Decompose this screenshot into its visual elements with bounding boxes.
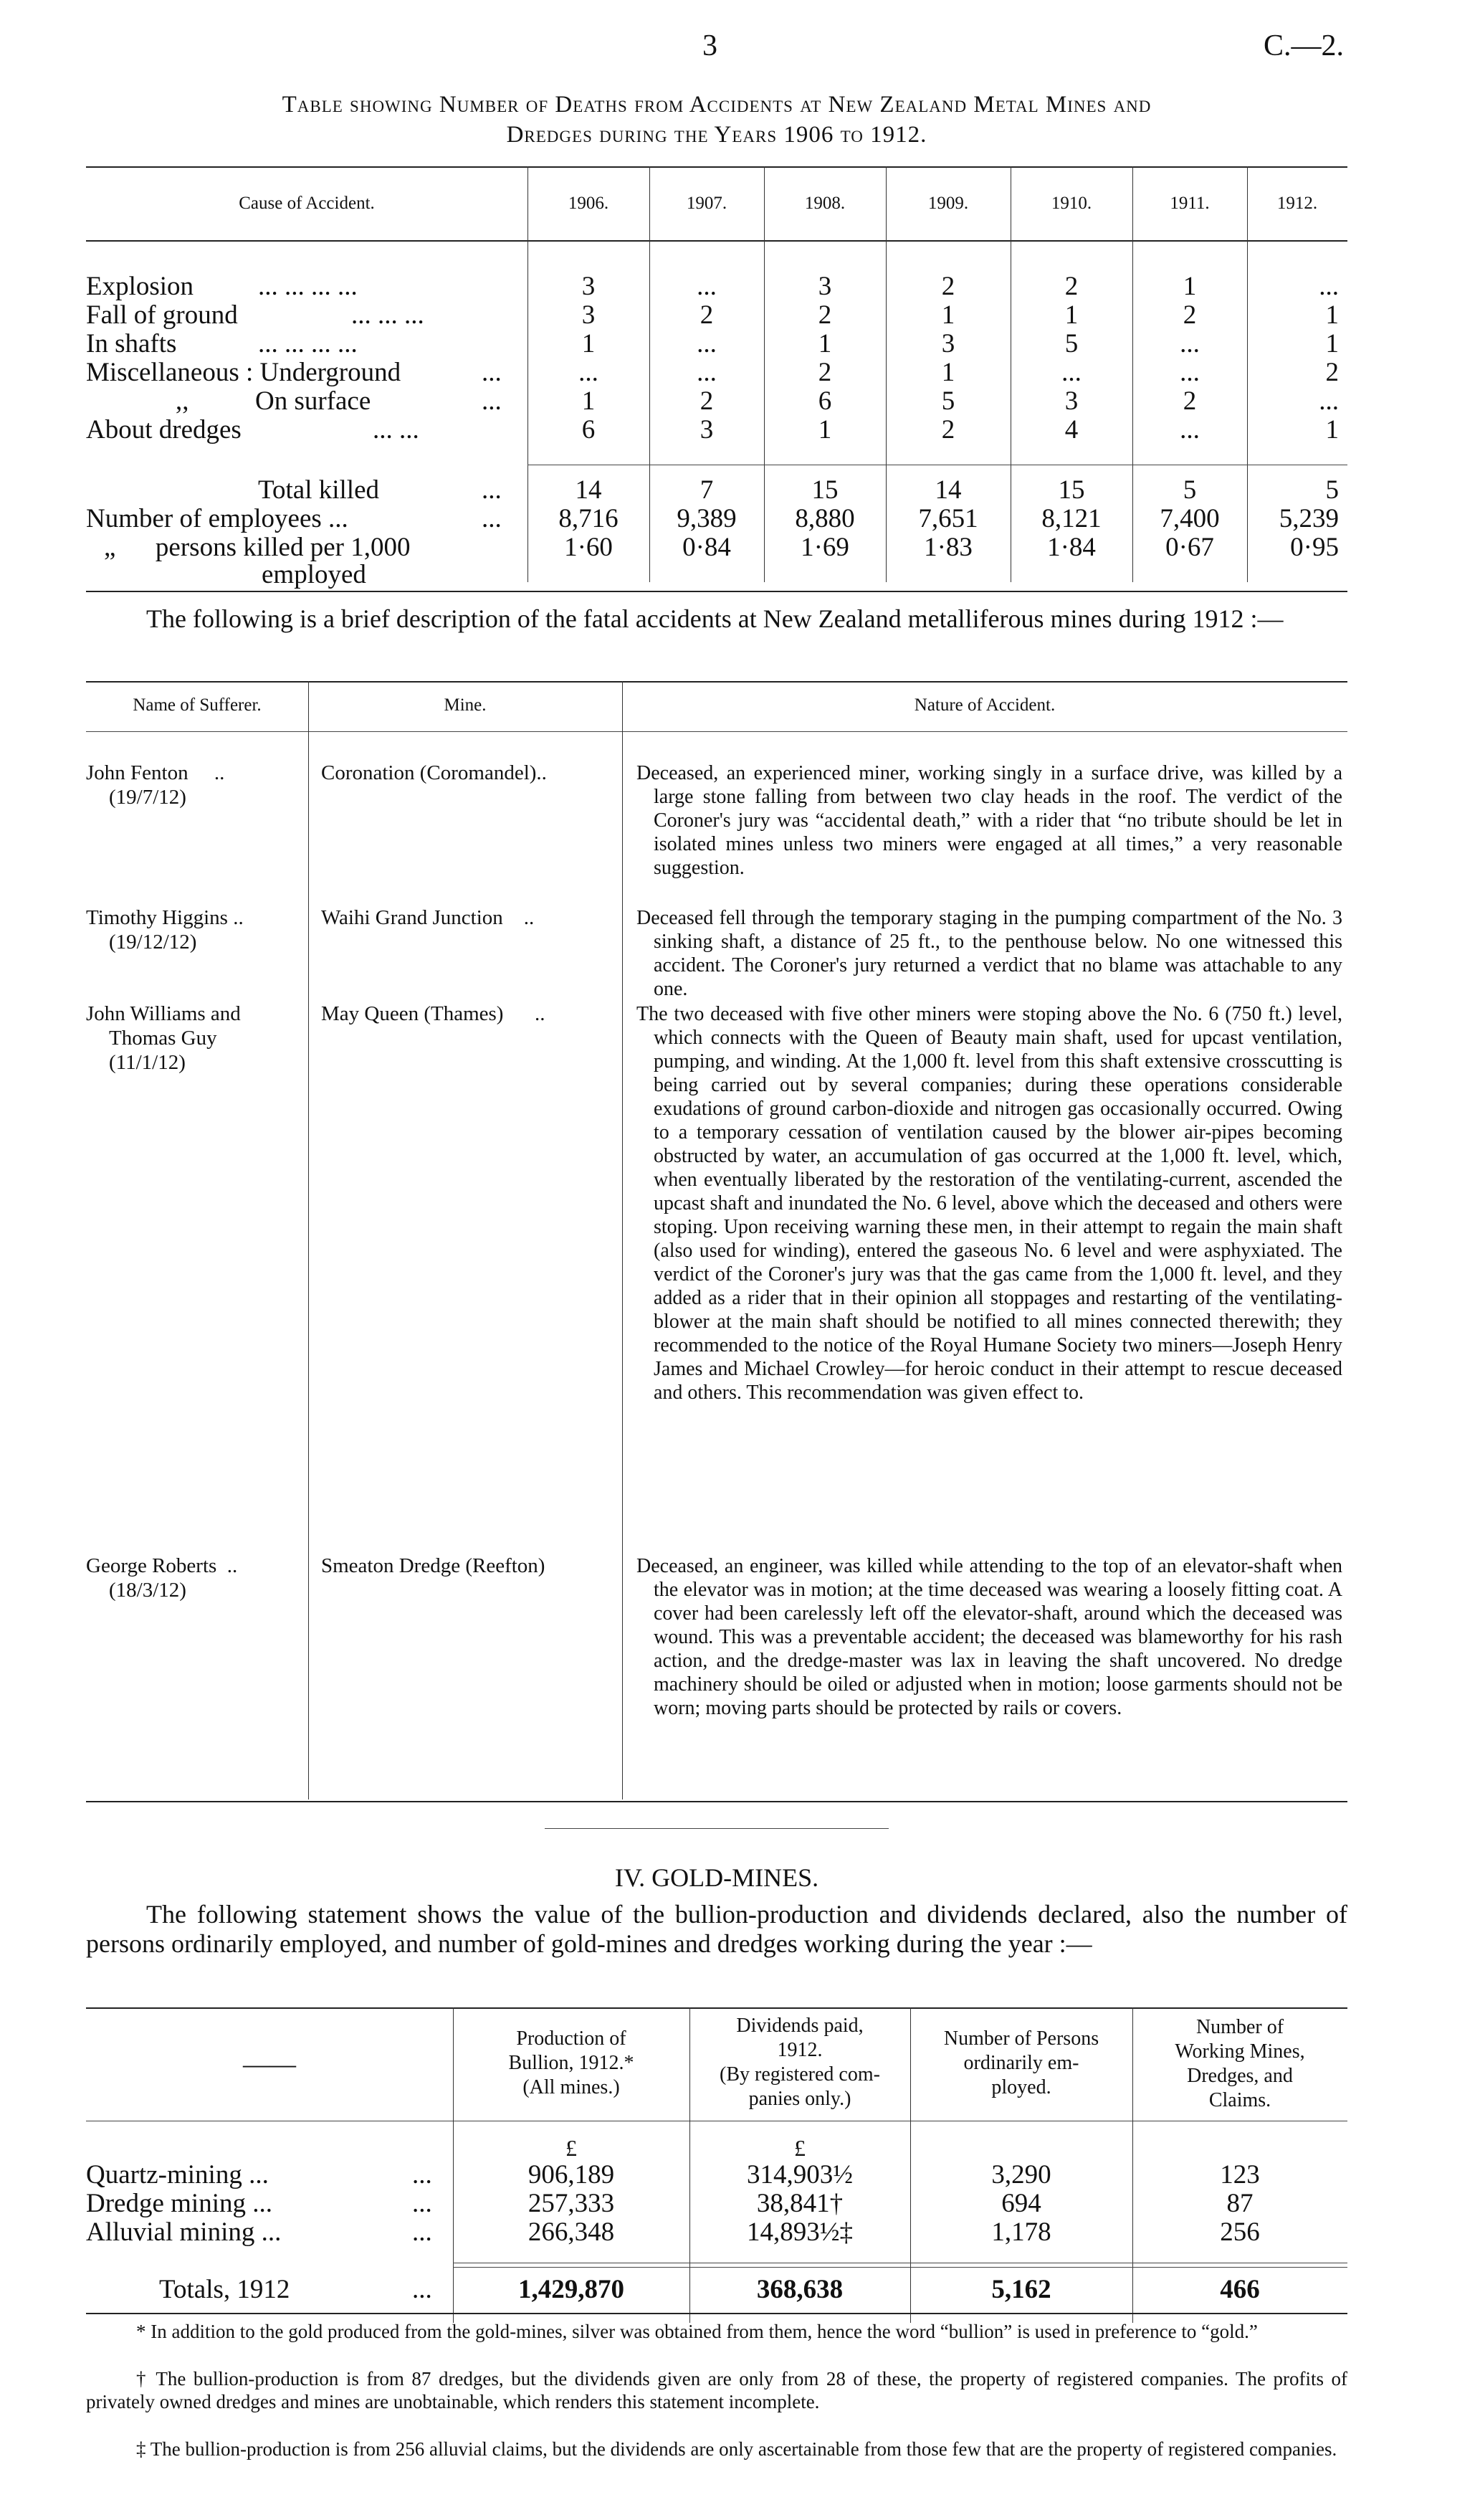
total-label: Total killed [258,475,380,505]
cell: 1 [818,329,832,358]
cell: 4 [1064,415,1079,444]
dividends-header: 1912. [777,2039,823,2061]
row-dots: ... [412,2189,432,2218]
cell: ... [697,329,717,358]
cell: ... [1180,415,1200,444]
cell: 3 [700,415,714,444]
currency-symbol: £ [794,2135,806,2161]
cell: 0·95 [1290,533,1339,562]
section-divider [545,1828,889,1829]
cell: 1 [581,329,596,358]
year-header: 1908. [804,194,846,213]
cell: 1 [1183,272,1197,301]
table-bottom-rule [86,1801,1347,1802]
cell: 3,290 [991,2160,1051,2189]
section-heading: IV. GOLD-MINES. [614,1863,819,1892]
accident-description: The two deceased with five other miners were stoping above the No. 6 (750 ft.) level, which connects with the Queen of Beauty main shaft, used for upcast ventilation, pumping, and winding. At the 1,000 ft. level from this shaft extensive crosscutting is being carried out by several companies; during these operations considerable exudations of ground carbon-dioxide and nitrogen gas occasionally occurred. Owing to a temporary cessation of ventilation caused by the blower air-pipes becoming obstructed by water, an accumulation of gas occurred at the 1,000 ft. level, which, when eventually liberated by the restoration of the ventilating-current, ascended the upcast shaft and inundated the No. 6 level, above which the deceased and others were stoping. Upon receiving warning these men, in their attempt to regain the main shaft (also used for winding), entered the gaseous No. 6 level and were asphyxiated. The verdict of the Coroner's jury was that the gas came from the 1,000 ft. level, and they added as a rider that in their opinion all stoppages and restarting of the ventilating-blower at the main shaft should be notified to all mines connected therewith; they recommended to the notice of the Royal Humane Society two miners—Joseph Henry James and Michael Crowley—for heroic conduct in their attempt to rescue deceased and others. This recommendation was given effect to. [636,1003,1342,1404]
employees-label: Number of employees ... [86,504,348,533]
cell: 3 [581,272,596,301]
cell: 1 [941,300,955,330]
currency-symbol: £ [565,2135,577,2161]
deaths-table-title-line1: Table showing Number of Deaths from Accidents at New Zealand Metal Mines and [282,92,1152,118]
cell: 2 [941,415,955,444]
mines-header: Dredges, and [1187,2065,1293,2087]
accident-description: Deceased, an experienced miner, working singly in a surface drive, was killed by a large stone falling from between two clay heads in the roof. The verdict of the Coroner's jury was “accidental death,” with a rider that “no tribute should be let in isolated mines unless two miners were engaged at all times,” a very reasonable suggestion. [636,762,1342,879]
total-persons: 5,162 [991,2275,1051,2304]
row-dots: ... [412,2160,432,2189]
mines-header: Number of [1195,2016,1284,2038]
row-label: ,, On surface [176,386,371,416]
cell: ... [1319,386,1339,416]
row-label: In shafts [86,329,177,358]
cell: 314,903½ [747,2160,853,2189]
table-header-rule [86,240,1347,242]
mine-name: Waihi Grand Junction .. [321,906,535,929]
accident-description: Deceased, an engineer, was killed while attending to the top of an elevator-shaft when the elevator was in motion; at the time deceased was wearing a loosely fitting coat. A cover had been carelessly left off the elevator-shaft, around which the deceased was wound. This was a preventable accident; the deceased was blameworthy for his rash action, and the dredge-master was lax in leaving the shaft uncovered. No dredge machinery should be oiled or adjusted when in motion; loose garments should not be worn; moving parts should be protected by rails or covers. [636,1555,1342,1719]
cell: 3 [941,329,955,358]
cell: 1·69 [801,533,849,562]
cell: 2 [941,272,955,301]
table-bottom-rule [86,591,1347,592]
sufferer-name-cont: Thomas Guy [109,1027,217,1050]
cell: 1 [941,358,955,387]
cell: 6 [818,386,832,416]
row-label: Fall of ground [86,300,238,330]
footnote: * In addition to the gold produced from the gold-mines, silver was obtained from them, hence the word “bullion” is used in preference to “gold.” [136,2321,1258,2342]
cell: 5 [1064,329,1079,358]
cell: 2 [1064,272,1079,301]
sufferer-date: (19/12/12) [109,931,197,954]
mine-name: Coronation (Coromandel).. [321,761,547,784]
totals-label: Totals, 1912 [159,2275,290,2304]
cell: 2 [700,386,714,416]
production-header: Bullion, 1912.* [508,2052,634,2074]
col-divider [622,681,623,1799]
sufferer-date: (11/1/12) [109,1051,186,1074]
year-header: 1907. [686,194,727,213]
paper-code: C.—2. [1263,29,1344,62]
sufferer-name: Timothy Higgins .. [86,906,244,929]
cell: 256 [1220,2217,1260,2247]
persons-header: Number of Persons [943,2027,1099,2050]
cell: 7,651 [918,504,978,533]
table-header-rule [86,731,1347,732]
cell: 1 [1325,300,1339,330]
cell: 15 [1058,475,1085,505]
cell: 1 [1325,329,1339,358]
cell: 2 [1183,300,1197,330]
cell: ... [578,358,598,387]
sufferer-date: (18/3/12) [109,1579,186,1602]
footnote: † The bullion-production is from 87 dredges, but the dividends given are only from 28 of these, the property of registered companies. The profits of privately owned dredges and mines are unobtainable, which renders this statement incomplete. [86,2368,1347,2412]
blank-header: —— [243,2050,296,2079]
cell: 14 [935,475,962,505]
row-dots: ... ... ... ... [258,272,358,301]
dividends-header: Dividends paid, [736,2015,864,2037]
cell: 3 [1064,386,1079,416]
cell: 3 [581,300,596,330]
cell: 5 [1325,475,1339,505]
cell: 1,178 [991,2217,1051,2247]
persons-header: ployed. [991,2076,1051,2098]
cell: 2 [700,300,714,330]
cell: 1 [581,386,596,416]
row-dots: ... [412,2217,432,2247]
persons-header: ordinarily em- [963,2052,1079,2074]
row-dots: ... ... [373,415,419,444]
cell: 0·67 [1165,533,1214,562]
cell: 906,189 [527,2160,615,2189]
cell: ... [697,272,717,301]
row-label: Quartz-mining ... [86,2160,269,2189]
total-production: 1,429,870 [518,2275,624,2304]
production-header: Production of [516,2027,626,2050]
mine-name: Smeaton Dredge (Reefton) [321,1554,545,1577]
mines-header: Claims. [1208,2089,1271,2111]
table-top-rule [86,166,1347,168]
cell: 6 [581,415,596,444]
cell: 15 [811,475,839,505]
row-label: Miscellaneous : Underground [86,358,401,387]
cell: 266,348 [527,2217,615,2247]
sufferer-header: Name of Sufferer. [133,695,262,715]
table-top-rule [86,2007,1347,2009]
cell: 7,400 [1160,504,1220,533]
table-top-rule [86,681,1347,683]
mines-header: Working Mines, [1175,2040,1305,2063]
cell: 9,389 [677,504,737,533]
cell: 2 [1325,358,1339,387]
totals-rule [453,2267,1347,2268]
row-label: Explosion [86,272,194,301]
mine-header: Mine. [444,695,487,715]
cell: ... [1180,358,1200,387]
year-header: 1911. [1170,194,1210,213]
accidents-intro: The following is a brief description of the fatal accidents at New Zealand metalliferous mines during 1912 :— [146,604,1284,633]
cell: 1·84 [1047,533,1096,562]
deaths-table-title-line2: Dredges during the Years 1906 to 1912. [506,122,927,148]
cell: ... [1319,272,1339,301]
cell: 5,239 [1279,504,1339,533]
nature-header: Nature of Accident. [914,695,1056,715]
rate-label-cont: employed [262,560,366,589]
cell: 14,893½‡ [747,2217,853,2247]
cell: 694 [1001,2189,1041,2218]
cell: 87 [1226,2189,1254,2218]
cause-header: Cause of Accident. [239,194,375,213]
year-header: 1906. [568,194,609,213]
rate-label: „ persons killed per 1,000 [104,533,411,562]
col-divider [308,681,309,1799]
year-header: 1912. [1276,194,1318,213]
cell: 1 [1064,300,1079,330]
dividends-header: (By registered com- [720,2063,880,2086]
cell: 5 [941,386,955,416]
cell: 8,716 [558,504,619,533]
year-header: 1909. [927,194,969,213]
sufferer-name: John Fenton .. [86,761,225,784]
total-mines: 466 [1220,2275,1260,2304]
cell: ... [1061,358,1082,387]
cell: 2 [818,300,832,330]
accident-description: Deceased fell through the temporary staging in the pumping compartment of the No. 3 sinking shaft, a distance of 25 ft., to the penthouse below. No one witnessed this accident. The Coroner's jury returned a verdict that no blame was attachable to any one. [636,907,1342,1000]
cell: 38,841† [756,2189,844,2218]
sufferer-date: (19/7/12) [109,786,186,809]
row-dots: ... [482,504,502,533]
cell: 1 [818,415,832,444]
cell: 2 [818,358,832,387]
table-bottom-rule [86,2313,1347,2314]
cell: 257,333 [527,2189,615,2218]
cell: ... [697,358,717,387]
cell: 7 [700,475,714,505]
cell: ... [1180,329,1200,358]
footnote: ‡ The bullion-production is from 256 alluvial claims, but the dividends are only ascertainable from those few that are the property of registered companies. [136,2438,1337,2460]
cell: 5 [1183,475,1197,505]
row-label: About dredges [86,415,242,444]
mine-name: May Queen (Thames) .. [321,1002,545,1025]
page-number: 3 [702,29,717,62]
row-label: Dredge mining ... [86,2189,272,2218]
year-header: 1910. [1051,194,1092,213]
row-dots: ... ... ... [351,300,424,330]
sufferer-name: John Williams and [86,1002,241,1025]
gold-intro: The following statement shows the value of the bullion-production and dividends declared, also the number of persons ordinarily employed, and number of gold-mines and dredges working during the year :— [86,1900,1347,1958]
cell: 8,121 [1041,504,1102,533]
cell: 1·83 [924,533,973,562]
cell: 3 [818,272,832,301]
dividends-header: panies only.) [748,2088,851,2110]
row-dots: ... ... ... ... [258,329,358,358]
row-dots: ... [412,2275,432,2304]
cell: 14 [575,475,602,505]
cell: 123 [1220,2160,1260,2189]
production-header: (All mines.) [522,2076,620,2098]
row-dots: ... [482,475,502,505]
row-label: Alluvial mining ... [86,2217,282,2247]
cell: 1·60 [564,533,613,562]
cell: 2 [1183,386,1197,416]
cell: 8,880 [795,504,855,533]
row-dots: ... [482,386,502,416]
sufferer-name: George Roberts .. [86,1554,238,1577]
cell: 0·84 [682,533,731,562]
total-dividends: 368,638 [756,2275,844,2304]
cell: 1 [1325,415,1339,444]
row-dots: ... [482,358,502,387]
